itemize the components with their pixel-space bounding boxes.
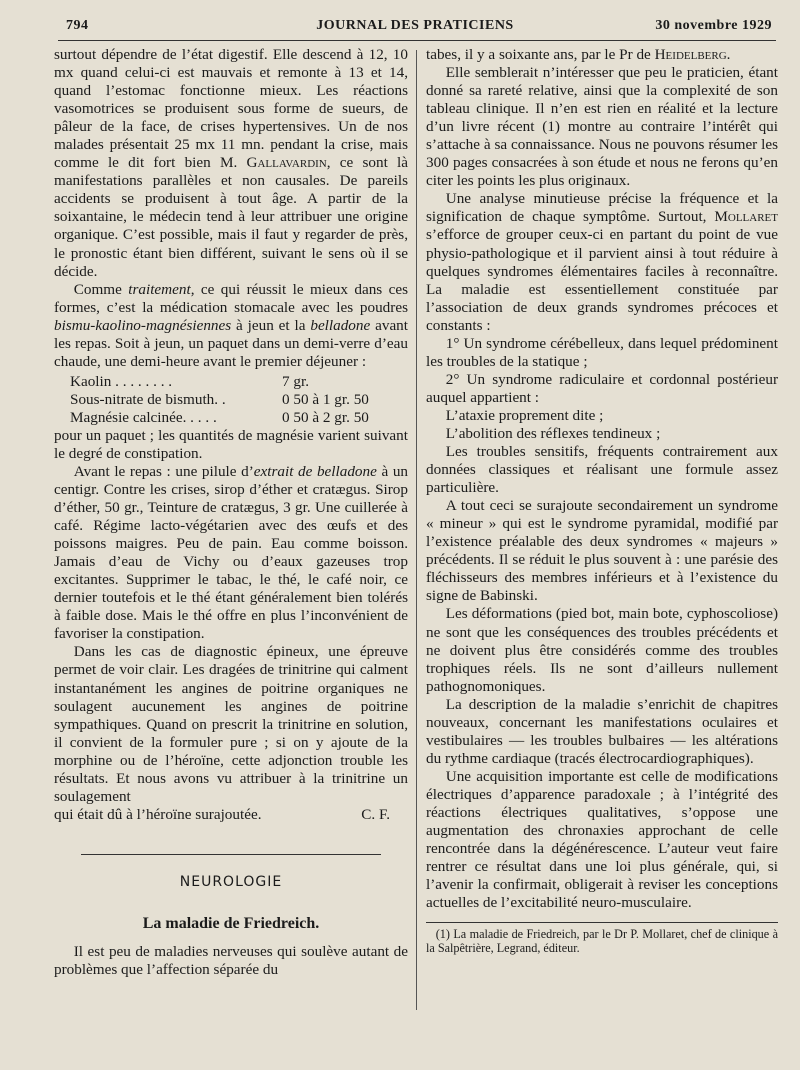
paragraph: Les déformations (pied bot, main bote, cyphoscoliose) ne sont que les conséquences des troubles précédents et ne doivent plus être considérés comme des troubles trophiques réels. Ils ne sont d’ailleurs nullement pathognomoniques. <box>426 605 778 695</box>
paragraph: Une analyse minutieuse précise la fréquence et la signification de chaque symptôme. Surtout, Mollaret s’efforce de grouper ceux-ci en partant du point de vue physio-pathologique et il parvient ainsi à tout réduire à quelques syndromes élémentaires faciles à reconnaître. La maladie est essentiellement constituée par l’association de deux grands syndromes précoces et constants : <box>426 190 778 334</box>
prescription-row: Kaolin . . . . . . . . 7 gr. <box>70 372 310 390</box>
column-divider <box>416 50 417 1010</box>
section-separator <box>81 854 381 855</box>
paragraph: tabes, il y a soixante ans, par le Pr de Heidelberg. <box>426 46 731 63</box>
author-name: Mollaret <box>714 208 778 226</box>
paragraph: L’abolition des réflexes tendineux ; <box>445 424 661 442</box>
journal-title: JOURNAL DES PRATICIENS <box>316 18 514 33</box>
article-title: La maladie de Friedreich. <box>142 914 320 932</box>
section-title: NEUROLOGIE <box>179 873 283 890</box>
page-header <box>58 18 772 40</box>
paragraph: Il est peu de maladies nerveuses qui soulève autant de problèmes que l’affection séparée du <box>54 942 408 979</box>
paragraph: Dans les cas de diagnostic épineux, une épreuve permet de voir clair. Les dragées de trinitrine qui calment instantanément les angines de poitrine organiques ne soulagent aucunement les angines de poitrine sympathiques. Quand on prescrit la trinitrine en solution, il convient de la formuler pure ; si on y ajoute de la morphine ou de l’héroïne, cette adjonction trouble les résultats. Et nous avons vu attribuer à la trinitrine un soulagement <box>54 643 408 805</box>
prescription-row: Sous-nitrate de bismuth. . 0 50 à 1 gr. 50 <box>70 390 369 408</box>
prescription-row: Magnésie calcinée. . . . . 0 50 à 2 gr. 50 <box>70 408 369 426</box>
left-column <box>54 46 408 979</box>
paragraph: Avant le repas : une pilule d’extrait de belladone à un centigr. Contre les crises, sirop d’éther et cratægus. Sirop d’éther, 50 gr., Teinture de cratægus, 3 gr. Une cuillerée à café. Régime lacto-végétarien avec des œufs et des poissons maigres. Peu de pain. Eau comme boisson. Jamais d’eau de Vichy ou d’eaux gazeuses trop excitantes. Supprimer le tabac, le thé, le café noir, ce dernier toutefois et le thé étant généralement bien tolérés à faible dose. Mais le thé offre en plus l’inconvénient de favoriser la constipation. <box>54 462 409 643</box>
signature-line: qui était dû à l’héroïne surajoutée. C. F. <box>54 806 408 824</box>
footnote: (1) La maladie de Friedreich, par le Dr P. Mollaret, chef de clinique à la Salpêtrière, Legrand, éditeur. <box>426 927 778 956</box>
author-name: Gallavardin <box>246 154 327 172</box>
right-column <box>426 46 778 955</box>
prescription-table <box>70 373 408 427</box>
paragraph: La description de la maladie s’enrichit de chapitres nouveaux, concernant les manifestations oculaires et vestibulaires — les troubles bulbaires — les altérations du rythme cardiaque (tracés électrocardiographiques). <box>426 695 778 767</box>
paragraph: L’ataxie proprement dite ; <box>445 406 604 424</box>
paragraph: pour un paquet ; les quantités de magnésie varient suivant le degré de constipation. <box>54 426 408 462</box>
page-number: 794 <box>66 18 89 33</box>
paragraph: Une acquisition importante est celle de modifications électriques d’apparence paradoxale ; à l’intégrité des réactions électriques qualitatives, s’oppose une augmentation des chronaxies approchant de celle rencontrée dans la dégénérescence. L’auteur veut faire rentrer ce résultat dans une loi plus générale, qui, si l’avenir la confirmait, obligerait à reviser les conceptions actuelles de l’excitabilité neuro-musculaire. <box>426 767 778 912</box>
paragraph: surtout dépendre de l’état digestif. Elle descend à 12, 10 mx quand celui-ci est mauvais et remonte à 13 et 14, quand l’estomac fonctionne mieux. Les réactions vasomotrices se produisent sous forme de sueurs, de pâleur de la face, de crises hypertensives. Un de nos malades présentait 25 mx 11 mn. pendant la crise, mais comme le dit fort bien M. Gallavardin, ce sont là manifestations parallèles et non causales. De pareils accidents se produisent à tout âge. A partir de la soixantaine, le médecin tend à leur attribuer une origine organique. C’est possible, mais il faut y regarder de près, le pronostic étant bien différent, suivant le sens où il se décide. <box>54 46 409 280</box>
paragraph: Comme traitement, ce qui réussit le mieux dans ces formes, c’est la médication stomacale avec les poudres bismu-kaolino-magnésiennes à jeun et la belladone avant les repas. Soit à jeun, un paquet dans un demi-verre d’eau chaude, une demi-heure avant le premier déjeuner : <box>54 280 408 370</box>
header-rule <box>58 40 776 41</box>
paragraph: A tout ceci se surajoute secondairement un syndrome « mineur » qui est le syndrome pyramidal, modifié par l’existence préalable des deux syndromes « majeurs » précédents. Il se réduit le plus souvent à : une parésie des fléchisseurs des membres inférieurs et à l’existence du signe de Babinski. <box>426 497 778 605</box>
author-name: Heidelberg <box>654 46 727 63</box>
footnote-rule <box>426 922 778 923</box>
issue-date: 30 novembre 1929 <box>655 18 772 33</box>
paragraph: Elle semblerait n’intéresser que peu le praticien, étant donné sa rareté relative, ainsi que la complexité de son tableau clinique. Il n’en est rien en réalité et la lecture d’un livre récent (1) montre au contraire l’intérêt qui s’attache à sa connaissance. Nous ne pouvons résumer les 300 pages consacrées à son étude et nous ne ferons qu’en citer les points les plus originaux. <box>426 64 778 190</box>
paragraph: 1° Un syndrome cérébelleux, dans lequel prédominent les troubles de la statique ; <box>426 334 778 370</box>
paragraph: 2° Un syndrome radiculaire et cordonnal postérieur auquel appartient : <box>426 370 778 406</box>
signature: C. F. <box>361 805 390 823</box>
paragraph: Les troubles sensitifs, fréquents contrairement aux données classiques et réalisant une formule assez particulière. <box>426 443 778 497</box>
